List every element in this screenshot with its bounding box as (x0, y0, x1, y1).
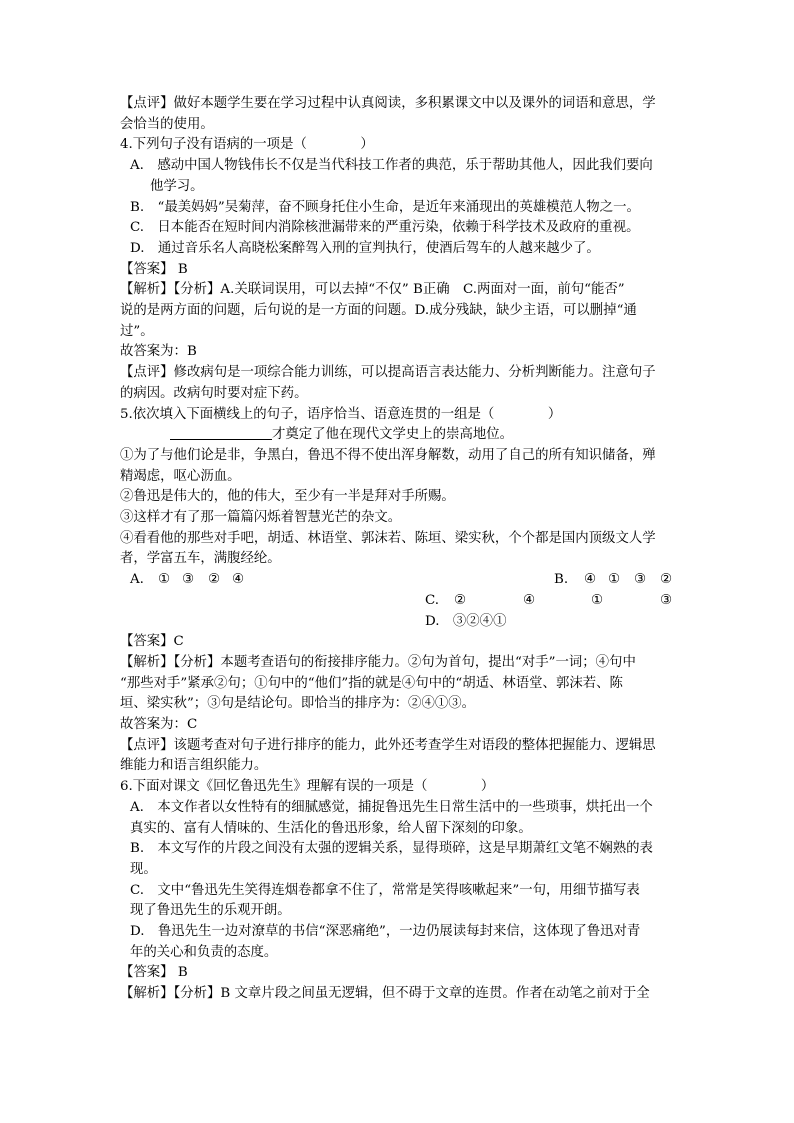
question-4-option-c: C. 日本能否在短时间内消除核泄漏带来的严重污染，依赖于科学技术及政府的重视。 (130, 220, 640, 236)
question-5-options-row-2 (120, 591, 680, 612)
question-4-review: 的病因。改病句时要对症下药。 (120, 385, 308, 401)
question-6-option-b: B. 本文写作的片段之间没有太强的逻辑关系，显得琐碎，这是早期萧红文笔不娴熟的表 (130, 841, 653, 857)
option-d: D. ③②④① (425, 613, 507, 629)
question-5-sentence-4-cont: 者，学富五车，满腹经纶。 (120, 551, 281, 567)
question-6-option-a: A. 本文作者以女性特有的细腻感觉，捕捉鲁迅先生日常生活中的一些琐事，烘托出一个 (130, 799, 653, 815)
review-line: 【点评】做好本题学生要在学习过程中认真阅读，多积累课文中以及课外的词语和意思，学 (120, 96, 656, 111)
question-5-options-row-1 (120, 570, 680, 591)
question-5-options-row-3 (120, 612, 680, 633)
question-5-sentence-4: ④看看他的那些对手吧，胡适、林语堂、郭沫若、陈垣、梁实秋，个个都是国内顶级文人学 (120, 530, 656, 546)
question-5-sentence-1-cont: 精竭虑，呕心沥血。 (120, 468, 241, 484)
option-a-num: ④ (232, 572, 245, 588)
question-6-option-c: C. 文中“鲁迅先生笑得连烟卷都拿不住了，常常是笑得咳嗽起来”一句，用细节描写表 (130, 882, 640, 898)
question-4-analysis: 过”。 (120, 323, 154, 339)
question-4-conclusion: 故答案为：B (120, 344, 197, 360)
question-5-sentence-2: ②鲁迅是伟大的，他的伟大，至少有一半是拜对手所赐。 (120, 489, 455, 505)
question-5-review: 【点评】该题考查对句子进行排序的能力，此外还考查学生对语段的整体把握能力、逻辑思 (120, 737, 656, 753)
review-line: 会恰当的使用。 (120, 116, 214, 132)
question-4-review: 【点评】修改病句是一项综合能力训练，可以提高语言表达能力、分析判断能力。注意句子 (120, 365, 656, 381)
question-6-option-b-cont: 现。 (130, 861, 157, 877)
question-6-option-d-cont: 年的关心和负责的态度。 (130, 944, 278, 960)
question-4-option-d: D. 通过音乐名人高晓松案醉驾入刑的宣判执行，使酒后驾车的人越来越少了。 (130, 240, 600, 256)
question-5-analysis: 【解析】【分析】本题考查语句的衔接排序能力。②句为首句，提出“对手”一词；④句中 (120, 654, 636, 670)
option-c-num: ② (454, 592, 467, 608)
question-5-stem: 5.依次填入下面横线上的句子，语序恰当、语意连贯的一组是（ ） (120, 406, 562, 422)
option-b-num: ③ (634, 572, 647, 588)
question-4-analysis: 【解析】【分析】A.关联词误用，可以去掉“不仅” B正确 C.两面对一面，前句“能否” (120, 282, 625, 298)
question-5-sentence-1: ①为了与他们论是非，争黑白，鲁迅不得不使出浑身解数，动用了自己的所有知识储备，殚 (120, 447, 656, 463)
question-5-review: 维能力和语言组织能力。 (120, 758, 268, 774)
question-5-conclusion: 故答案为：C (120, 717, 198, 733)
question-4-analysis: 说的是两方面的问题，后句说的是一方面的问题。D.成分残缺，缺少主语，可以删掉“通 (120, 303, 637, 319)
question-6-option-d: D. 鲁迅先生一边对潦草的书信“深恶痛绝”，一边仍展读每封来信，这体现了鲁迅对青 (130, 924, 641, 940)
question-4-option-a: A. 感动中国人物钱伟长不仅是当代科技工作者的典范，乐于帮助其他人，因此我们要向 (130, 158, 653, 174)
question-6-stem: 6.下面对课文《回忆鲁迅先生》理解有误的一项是（ ） (120, 779, 495, 795)
question-5-blank-sentence (120, 425, 680, 446)
fill-blank-text: 才奠定了他在现代文学史上的崇高地位。 (272, 427, 514, 443)
question-5-analysis: “那些对手”紧承②句；①句中的“他们”指的就是④句中的“胡适、林语堂、郭沫若、陈 (120, 675, 623, 691)
option-b-num: ② (660, 572, 673, 588)
option-b-num: ④ (584, 572, 597, 588)
question-6-option-c-cont: 现了鲁迅先生的乐观开朗。 (130, 903, 291, 919)
question-4-option-b: B. “最美妈妈”吴菊萍，奋不顾身托住小生命，是近年来涌现出的英雄模范人物之一。 (130, 199, 640, 215)
question-4-answer: 【答案】 B (120, 261, 188, 277)
option-a-num: ③ (182, 572, 195, 588)
option-b-num: ① (608, 572, 621, 588)
question-6-answer: 【答案】 B (120, 965, 188, 981)
question-5-answer: 【答案】C (120, 634, 184, 650)
question-5-analysis: 垣、梁实秋”；③句是结论句。即恰当的排序为：②④①③。 (120, 696, 475, 712)
option-c-num: ① (591, 592, 604, 608)
question-4-stem: 4.下列句子没有语病的一项是（ ） (120, 137, 374, 153)
option-a-num: ② (208, 572, 221, 588)
document-page (120, 94, 680, 1005)
option-a-num: ① (158, 572, 171, 588)
option-c-letter: C. (425, 592, 440, 608)
question-6-option-a-cont: 真实的、富有人情味的、生活化的鲁迅形象，给人留下深刻的印象。 (130, 820, 532, 836)
fill-blank (170, 425, 272, 440)
option-c-num: ④ (523, 592, 536, 608)
question-6-analysis: 【解析】【分析】B 文章片段之间虽无逻辑，但不碍于文章的连贯。作者在动笔之前对于全 (120, 986, 650, 1002)
question-4-option-a-cont: 他学习。 (150, 178, 204, 194)
question-5-sentence-3: ③这样才有了那一篇篇闪烁着智慧光芒的杂文。 (120, 510, 402, 526)
option-a-letter: A. (130, 572, 144, 588)
option-c-num: ③ (660, 592, 673, 608)
option-b-letter: B. (554, 572, 569, 588)
